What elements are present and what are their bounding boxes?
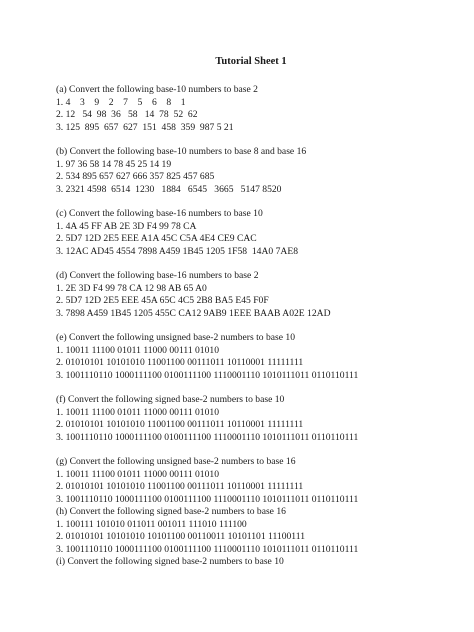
question-line: 3. 1001110110 1000111100 0100111100 1110001110 1010111011 0110110111 xyxy=(56,369,359,381)
section-heading: (c) Convert the following base-16 numbers to base 10 xyxy=(56,208,263,219)
section-heading: (b) Convert the following base-10 numbers to base 8 and base 16 xyxy=(56,146,307,157)
section-h xyxy=(56,506,446,556)
question-line: 3. 1001110110 1000111100 0100111100 1110001110 1010111011 0110110111 xyxy=(56,543,359,555)
question-line: 1. 4 3 9 2 7 5 6 8 1 xyxy=(56,96,186,108)
section-g xyxy=(56,456,446,506)
section-heading: (e) Convert the following unsigned base-2 numbers to base 10 xyxy=(56,332,295,343)
document-title: Tutorial Sheet 1 xyxy=(215,56,287,67)
question-line: 2. 01010101 10101010 11001100 00111011 10110001 11111111 xyxy=(56,357,304,368)
section-b xyxy=(56,146,446,196)
section-heading: (f) Convert the following signed base-2 numbers to base 10 xyxy=(56,394,285,405)
question-line: 2. 5D7 12D 2E5 EEE A1A 45C C5A 4E4 CE9 CAC xyxy=(56,233,257,244)
question-line: 1. 10011 11100 01011 11000 00111 01010 xyxy=(56,344,219,356)
question-line: 3. 125 895 657 627 151 458 359 987 5 21 xyxy=(56,121,234,133)
section-a xyxy=(56,84,446,134)
question-line: 3. 2321 4598 6514 1230 1884 6545 3665 5147 8520 xyxy=(56,183,282,195)
section-e xyxy=(56,332,446,382)
question-line: 1. 2E 3D F4 99 78 CA 12 98 AB 65 A0 xyxy=(56,282,207,294)
section-heading: (a) Convert the following base-10 numbers to base 2 xyxy=(56,84,258,95)
question-line: 2. 534 895 657 627 666 357 825 457 685 xyxy=(56,171,215,182)
document-page xyxy=(56,56,446,569)
section-f xyxy=(56,394,446,444)
question-line: 3. 1001110110 1000111100 0100111100 1110001110 1010111011 0110110111 xyxy=(56,431,359,443)
question-line: 2. 12 54 98 36 58 14 78 52 62 xyxy=(56,109,198,120)
section-d xyxy=(56,270,446,320)
question-line: 2. 5D7 12D 2E5 EEE 45A 65C 4C5 2B8 BA5 E45 F0F xyxy=(56,295,269,306)
section-heading: (h) Convert the following signed base-2 numbers to base 16 xyxy=(56,506,286,517)
section-heading: (i) Convert the following signed base-2 numbers to base 10 xyxy=(56,556,284,567)
question-line: 3. 7898 A459 1B45 1205 455C CA12 9AB9 1EEE BAAB A02E 12AD xyxy=(56,307,331,319)
section-c xyxy=(56,208,446,258)
question-line: 1. 100111 101010 011011 001011 111010 111100 xyxy=(56,518,247,530)
question-line: 1. 4A 45 FF AB 2E 3D F4 99 78 CA xyxy=(56,220,197,232)
section-i xyxy=(56,556,446,569)
question-line: 1. 10011 11100 01011 11000 00111 01010 xyxy=(56,468,219,480)
question-line: 3. 12AC AD45 4554 7898 A459 1B45 1205 1F58 14A0 7AE8 xyxy=(56,245,298,257)
question-line: 1. 97 36 58 14 78 45 25 14 19 xyxy=(56,158,172,170)
question-line: 2. 01010101 10101010 10101100 00110011 10101101 11100111 xyxy=(56,531,305,542)
section-heading: (g) Convert the following unsigned base-2 numbers to base 16 xyxy=(56,456,296,467)
question-line: 3. 1001110110 1000111100 0100111100 1110001110 1010111011 0110110111 xyxy=(56,493,359,505)
question-line: 2. 01010101 10101010 11001100 00111011 10110001 11111111 xyxy=(56,419,304,430)
question-line: 1. 10011 11100 01011 11000 00111 01010 xyxy=(56,406,219,418)
section-heading: (d) Convert the following base-16 numbers to base 2 xyxy=(56,270,259,281)
question-line: 2. 01010101 10101010 11001100 00111011 10110001 11111111 xyxy=(56,481,304,492)
